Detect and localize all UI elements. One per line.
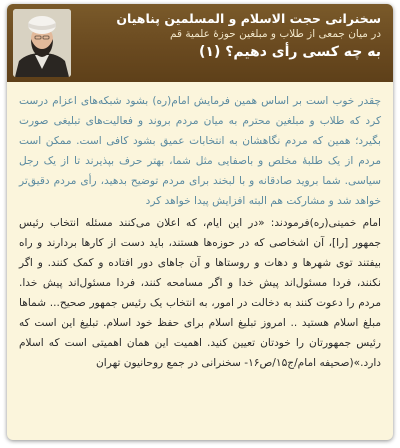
card-body [7, 82, 393, 379]
speaker-name: سخنرانی حجت الاسلام و المسلمین پناهیان [116, 11, 381, 26]
speaker-photo [13, 9, 71, 77]
speaker-portrait-icon [13, 9, 71, 77]
intro-paragraph: چقدر خوب است بر اساس همین فرمایش امام(ره) بشود شبکه‌های اعزام درست کرد که طلاب و مبلغین محترم به میان مردم بروند و فعالیت‌های تبلیغی صورت بگیرد؛ همین که مردم نگاهشان به انتخابات عمیق بشود کافی است. ممکن است مردم از یک طلبۀ مخلص و باصفایی مثل شما، بهتر حرف بپذیرند تا از یک رجل سیاسی. شما بروید صادقانه و با لبخند برای مردم توضیح بدهید، رأی مردم دقیق‌تر خواهد شد و مشارکت هم البته افزایش پیدا خواهد کرد [19, 95, 381, 207]
card-header [7, 4, 393, 82]
speech-venue: در میان جمعی از طلاب و مبلغین حوزۀ علمیة قم [169, 28, 381, 40]
quote-paragraph: امام خمینی(ره)فرمودند: «در این ایام، که اعلان می‌کنند مسئله انتخاب رئیس جمهور [را]، آن اشخاصی که در حوزه‌ها هستند، باید دست از کارها بردارند و راه بیفتند توی شهرها و دهات و روستاها و آن جاهای دور افتاده و کمک کنند. و اگر نکنند، فردا مسئول‌اند پیش خدا و اگر مسامحه کنند، فردا مسئول‌اند پیش خدا. مردم را دعوت کنند به دخالت در امور، به انتخاب یک رئیس جمهور صحیح... شماها مبلغ اسلام هستید .. امروز تبلیغ اسلام برای حفظ خود اسلام. تبلیغ این است که رئیس جمهورتان را خودتان تعیین کنید. اهمیت این همان اهمیتی است که اسلام دارد.»(صحیفه امام/ج۱۵/ص۱۶- سخنرانی در جمع روحانیون تهران [19, 217, 381, 369]
header-text [81, 10, 381, 62]
quote-card [7, 4, 393, 440]
headline-question: به چه کسی رأی دهیم؟ (۱) [199, 44, 381, 60]
